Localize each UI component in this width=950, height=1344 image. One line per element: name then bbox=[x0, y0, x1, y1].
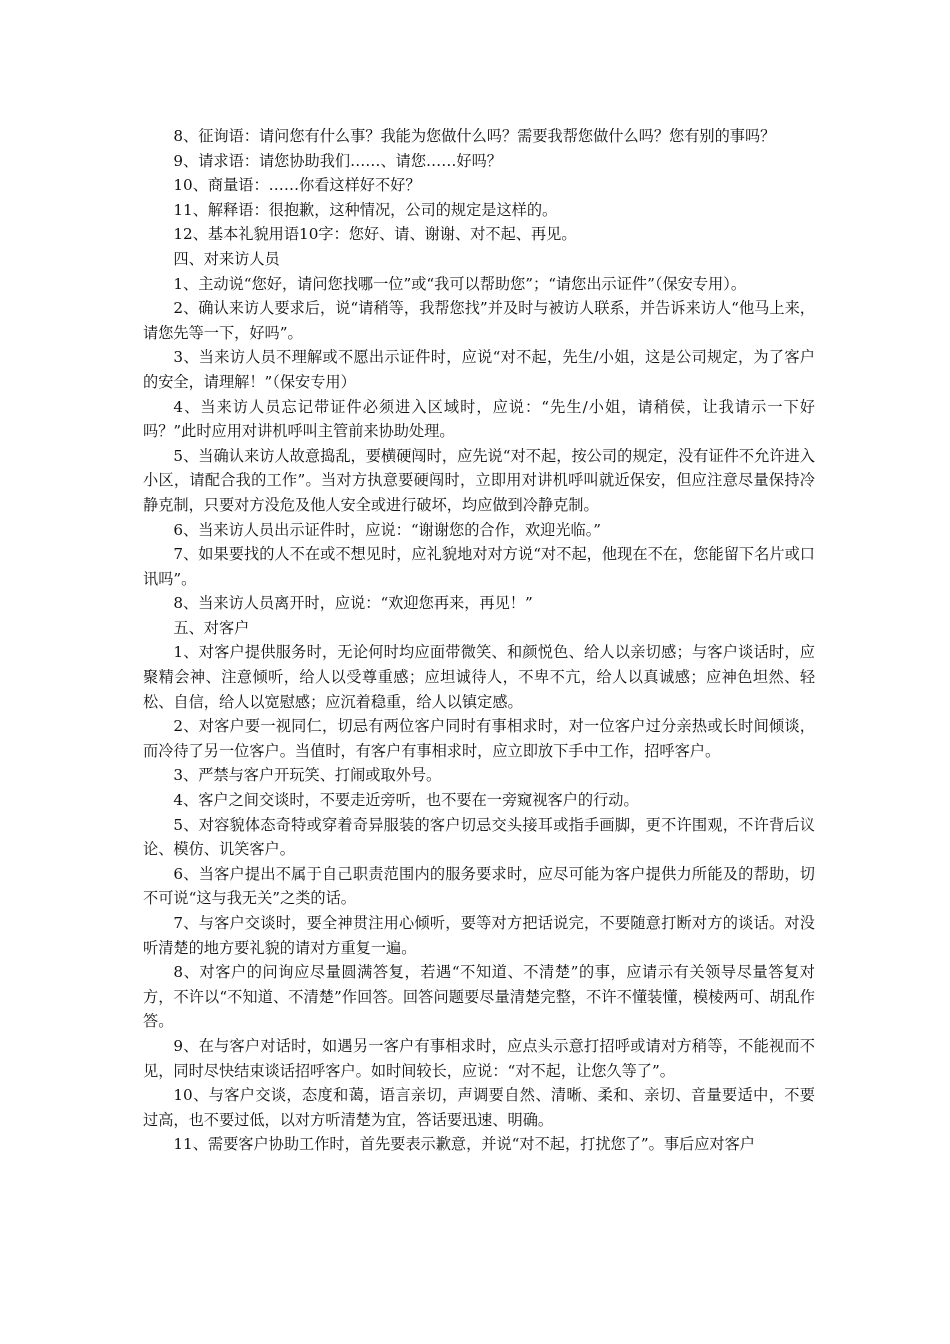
paragraph: 11、解释语：很抱歉，这种情况，公司的规定是这样的。 bbox=[173, 200, 558, 219]
paragraph: 2、确认来访人要求后，说“请稍等，我帮您找”并及时与被访人联系，并告诉来访人“他马上来，请您先等一下，好吗”。 bbox=[143, 299, 815, 342]
paragraph: 6、当客户提出不属于自己职责范围内的服务要求时，应尽可能为客户提供力所能及的帮助，切不可说“这与我无关”之类的话。 bbox=[143, 864, 815, 908]
paragraph: 12、基本礼貌用语10字：您好、请、谢谢、对不起、再见。 bbox=[173, 225, 577, 244]
paragraph: 8、对客户的问询应尽量圆满答复，若遇“不知道、不清楚”的事，应请示有关领导尽量答复对方，不许以“不知道、不清楚”作回答。回答问题要尽量清楚完整，不许不懂装懂，模棱两可、胡乱作答。 bbox=[143, 963, 815, 1031]
paragraph: 6、当来访人员出示证件时，应说：“谢谢您的合作，欢迎光临。” bbox=[173, 520, 602, 539]
paragraph: 9、请求语：请您协助我们……、请您……好吗？ bbox=[173, 151, 502, 170]
paragraph: 3、严禁与客户开玩笑、打闹或取外号。 bbox=[173, 766, 442, 785]
paragraph: 4、当来访人员忘记带证件必须进入区域时，应说：“先生/小姐，请稍侯，让我请示一下好吗？”此时应用对讲机呼叫主管前来协助处理。 bbox=[143, 397, 815, 441]
paragraph: 3、当来访人员不理解或不愿出示证件时，应说“对不起，先生/小姐，这是公司规定，为了客户的安全，请理解！”（保安专用） bbox=[143, 348, 815, 391]
section-heading: 四、对来访人员 bbox=[173, 249, 280, 268]
paragraph: 7、与客户交谈时，要全神贯注用心倾听，要等对方把话说完，不要随意打断对方的谈话。对没听清楚的地方要礼貌的请对方重复一遍。 bbox=[143, 914, 815, 957]
paragraph: 7、如果要找的人不在或不想见时，应礼貌地对对方说“对不起，他现在不在，您能留下名片或口讯吗”。 bbox=[143, 545, 815, 588]
document-page bbox=[143, 124, 815, 1157]
paragraph: 9、在与客户对话时，如遇另一客户有事相求时，应点头示意打招呼或请对方稍等，不能视而不见，同时尽快结束谈话招呼客户。如时间较长，应说：“对不起，让您久等了”。 bbox=[143, 1036, 815, 1080]
paragraph: 5、当确认来访人故意捣乱，要横硬闯时，应先说“对不起，按公司的规定，没有证件不允许进入小区，请配合我的工作”。当对方执意要硬闯时，立即用对讲机呼叫就近保安，但应注意尽量保持冷静克制，只要对方没危及他人安全或进行破坏，均应做到冷静克制。 bbox=[143, 446, 815, 514]
paragraph: 4、客户之间交谈时，不要走近旁听，也不要在一旁窥视客户的行动。 bbox=[173, 791, 639, 810]
paragraph: 8、征询语：请问您有什么事？我能为您做什么吗？需要我帮您做什么吗？您有别的事吗？ bbox=[173, 127, 776, 145]
paragraph: 1、主动说“您好，请问您找哪一位”或“我可以帮助您”；“请您出示证件”（保安专用）。 bbox=[173, 274, 747, 293]
section-heading: 五、对客户 bbox=[173, 618, 250, 637]
paragraph: 11、需要客户协助工作时，首先要表示歉意，并说“对不起，打扰您了”。事后应对客户 bbox=[173, 1135, 755, 1154]
paragraph: 10、与客户交谈，态度和蔼，语言亲切，声调要自然、清晰、柔和、亲切、音量要适中，不要过高，也不要过低，以对方听清楚为宜，答话要迅速、明确。 bbox=[143, 1086, 815, 1129]
paragraph: 10、商量语：……你看这样好不好？ bbox=[173, 176, 421, 195]
paragraph: 8、当来访人员离开时，应说：“欢迎您再来，再见！” bbox=[173, 594, 533, 613]
paragraph: 1、对客户提供服务时，无论何时均应面带微笑、和颜悦色、给人以亲切感；与客户谈话时，应聚精会神、注意倾听，给人以受尊重感；应坦诚待人，不卑不亢，给人以真诚感；应神色坦然、轻松、自信，给人以宽慰感；应沉着稳重，给人以镇定感。 bbox=[143, 643, 815, 711]
paragraph: 2、对客户要一视同仁，切忌有两位客户同时有事相求时，对一位客户过分亲热或长时间倾谈，而冷待了另一位客户。当值时，有客户有事相求时，应立即放下手中工作，招呼客户。 bbox=[143, 717, 815, 760]
paragraph: 5、对容貌体态奇特或穿着奇异服装的客户切忌交头接耳或指手画脚，更不许围观，不许背后议论、模仿、讥笑客户。 bbox=[143, 815, 815, 859]
